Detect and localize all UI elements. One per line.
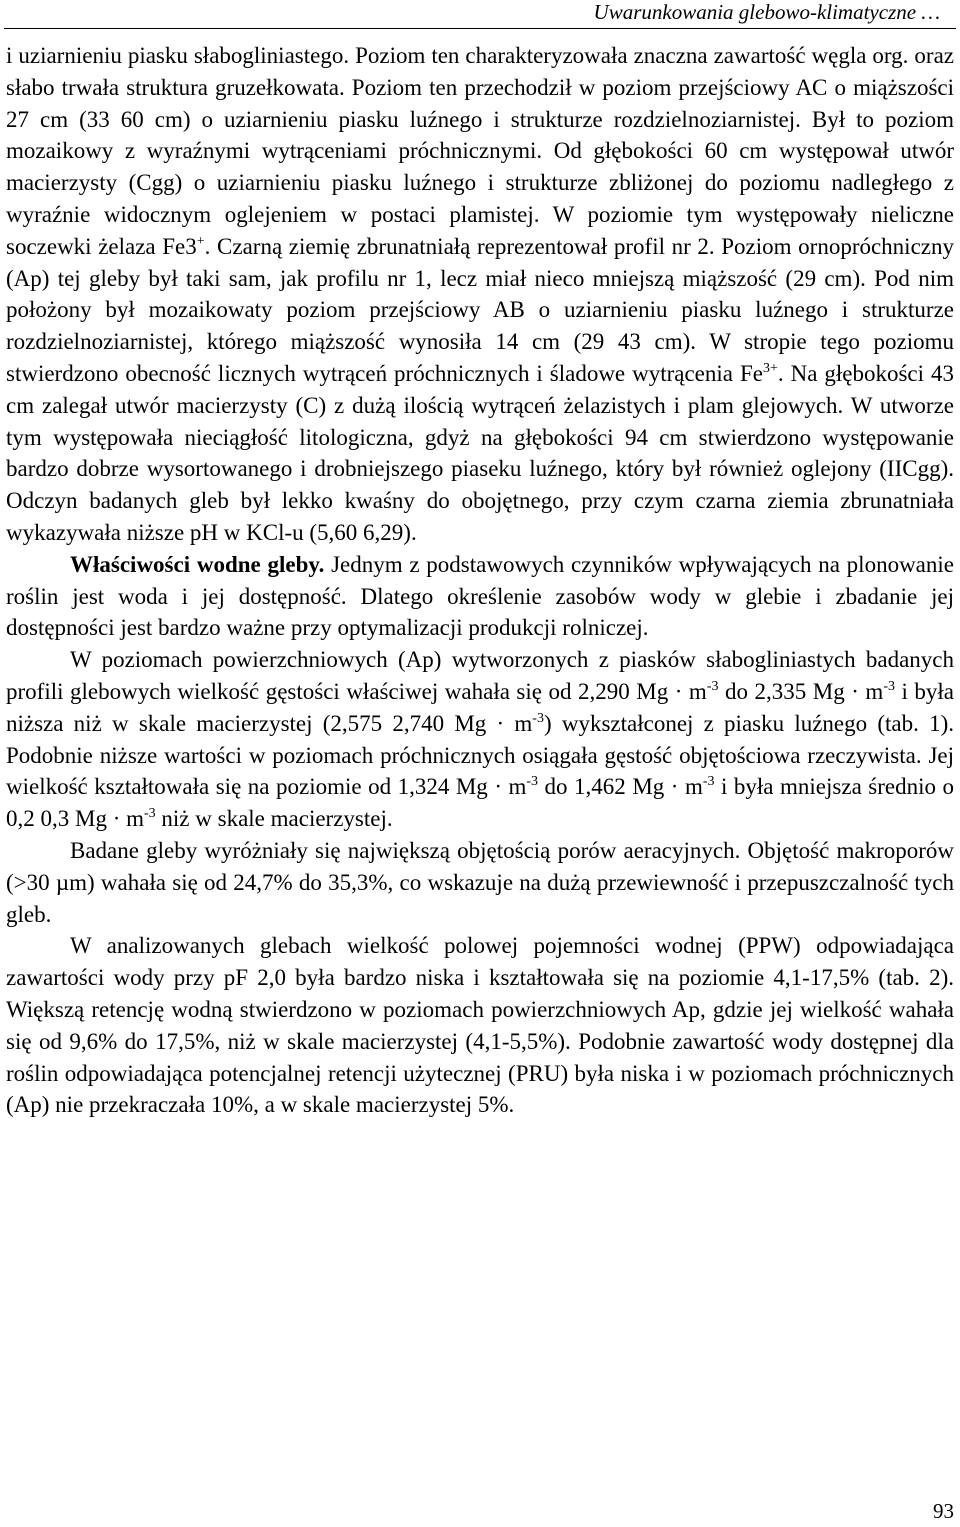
superscript: + <box>196 233 205 249</box>
paragraph-water-capacity: W analizowanych glebach wielkość polowej pojemności wodnej (PPW) odpowiadająca zawartości wody przy pF 2,0 była bardzo niska i kształtowała się na poziomie 4,1-17,5% (tab. 2). Większą retencję wodną stwierdzono w poziomach powierzchniowych Ap, gdzie jej wielkość wahała się od 9,6% do 17,5%, niż w skale macierzystej (4,1-5,5%). Podobnie zawartość wody dostępnej dla roślin odpowiadająca potencjalnej retencji użytecznej (PRU) była niska i w poziomach próchnicznych (Ap) nie przekraczała 10%, a w skale macierzystej 5%. <box>6 933 954 1118</box>
superscript: -3 <box>706 678 719 694</box>
header-rule <box>4 28 956 29</box>
superscript: 3+ <box>762 360 778 376</box>
paragraph-soil-profiles: i uziarnieniu piasku słabogliniastego. Poziom ten charakteryzowała znaczna zawartość węgla org. oraz słabo trwała struktura gruzełkowata. Poziom ten przechodził w poziom przejściowy AC o miąższości 27 cm (33 60 cm) o uziarnieniu piasku luźnego i strukturze rozdzielnoziarnistej. Był to poziom mozaikowy z wyraźnymi wytrąceniami próchnicznymi. Od głębokości 60 cm występował utwór macierzysty (Cgg) o uziarnieniu piasku luźnego i strukturze zbliżonej do poziomu nadległego z wyraźnie widocznym oglejeniem w postaci plamistej. W poziomie tym występowały nieliczne soczewki żelaza Fe3+. Czarną ziemię zbrunatniałą reprezentował profil nr 2. Poziom ornopróchniczny (Ap) tej gleby był taki sam, jak profilu nr 1, lecz miał nieco mniejszą miąższość (29 cm). Pod nim położony był mozaikowaty poziom przejściowy AB o uziarnieniu piasku luźnego i strukturze rozdzielnoziarnistej, którego miąższość wynosiła 14 cm (29 43 cm). W stropie tego poziomu stwierdzono obecność licznych wytrąceń próchnicznych i śladowe wytrącenia $Fe^{3+}$. Na głębokości 43 cm zalegał utwór macierzysty (C) z dużą ilością wytrąceń żelazistych i plam glejowych. W utworze tym występowała nieciągłość litologiczna, gdyż na głębokości 94 cm stwierdzono występowanie bardzo dobrze wysortowanego i drobniejszego piaseku luźnego, który był również oglejony (IICgg). Odczyn badanych gleb był lekko kwaśny do obojętnego, przy czym czarna ziemia zbrunatniała wykazywała niższe pH w KCl-u (5,60 6,29). <box>6 43 954 545</box>
superscript: -3 <box>702 774 715 790</box>
paragraph-water-properties <box>6 549 954 644</box>
paragraph-porosity: Badane gleby wyróżniały się największą objętością porów aeracyjnych. Objętość makroporów (>30 µm) wahała się od 24,7% do 35,3%, co wskazuje na dużą przewiewność i przepuszczalność tych gleb. <box>6 837 954 927</box>
body-text <box>6 40 954 1121</box>
section-heading: Właściwości wodne gleby. <box>70 551 325 577</box>
running-header: Uwarunkowania glebowo-klimatyczne … <box>593 0 940 24</box>
superscript: -3 <box>883 678 895 694</box>
paragraph-density: W poziomach powierzchniowych (Ap) wytworzonych z piasków słabogliniastych badanych profili glebowych wielkość gęstości właściwej wahała się od 2,290 $Mg \cdot m^{-3}$ do 2,335 $Mg \cdot m^{-3}$ i była niższa niż w skale macierzystej (2,575 2,740 $Mg \cdot m^{-3}$) wykształconej z piasku luźnego (tab. 1). Podobnie niższe wartości w poziomach próchnicznych osiągała gęstość objętościowa rzeczywista. Jej wielkość kształtowała się na poziomie od 1,324 $Mg \cdot m^{-3}$ do 1,462 $Mg \cdot m^{-3}$ i była mniejsza średnio o 0,2 0,3 $Mg \cdot m^{-3}$ niż w skale macierzystej. <box>6 647 955 832</box>
page-number: 93 <box>933 1499 954 1523</box>
paragraph-text: Jednym z podstawowych czynników wpływających na plonowanie roślin jest woda i jej dostępność. Dlatego określenie zasobów wody w glebie i zbadanie jej dostępności jest bardzo ważne przy optymalizacji produkcji rolniczej. <box>6 551 954 641</box>
superscript: -3 <box>144 806 156 822</box>
superscript: -3 <box>526 774 539 790</box>
superscript: -3 <box>532 710 544 726</box>
